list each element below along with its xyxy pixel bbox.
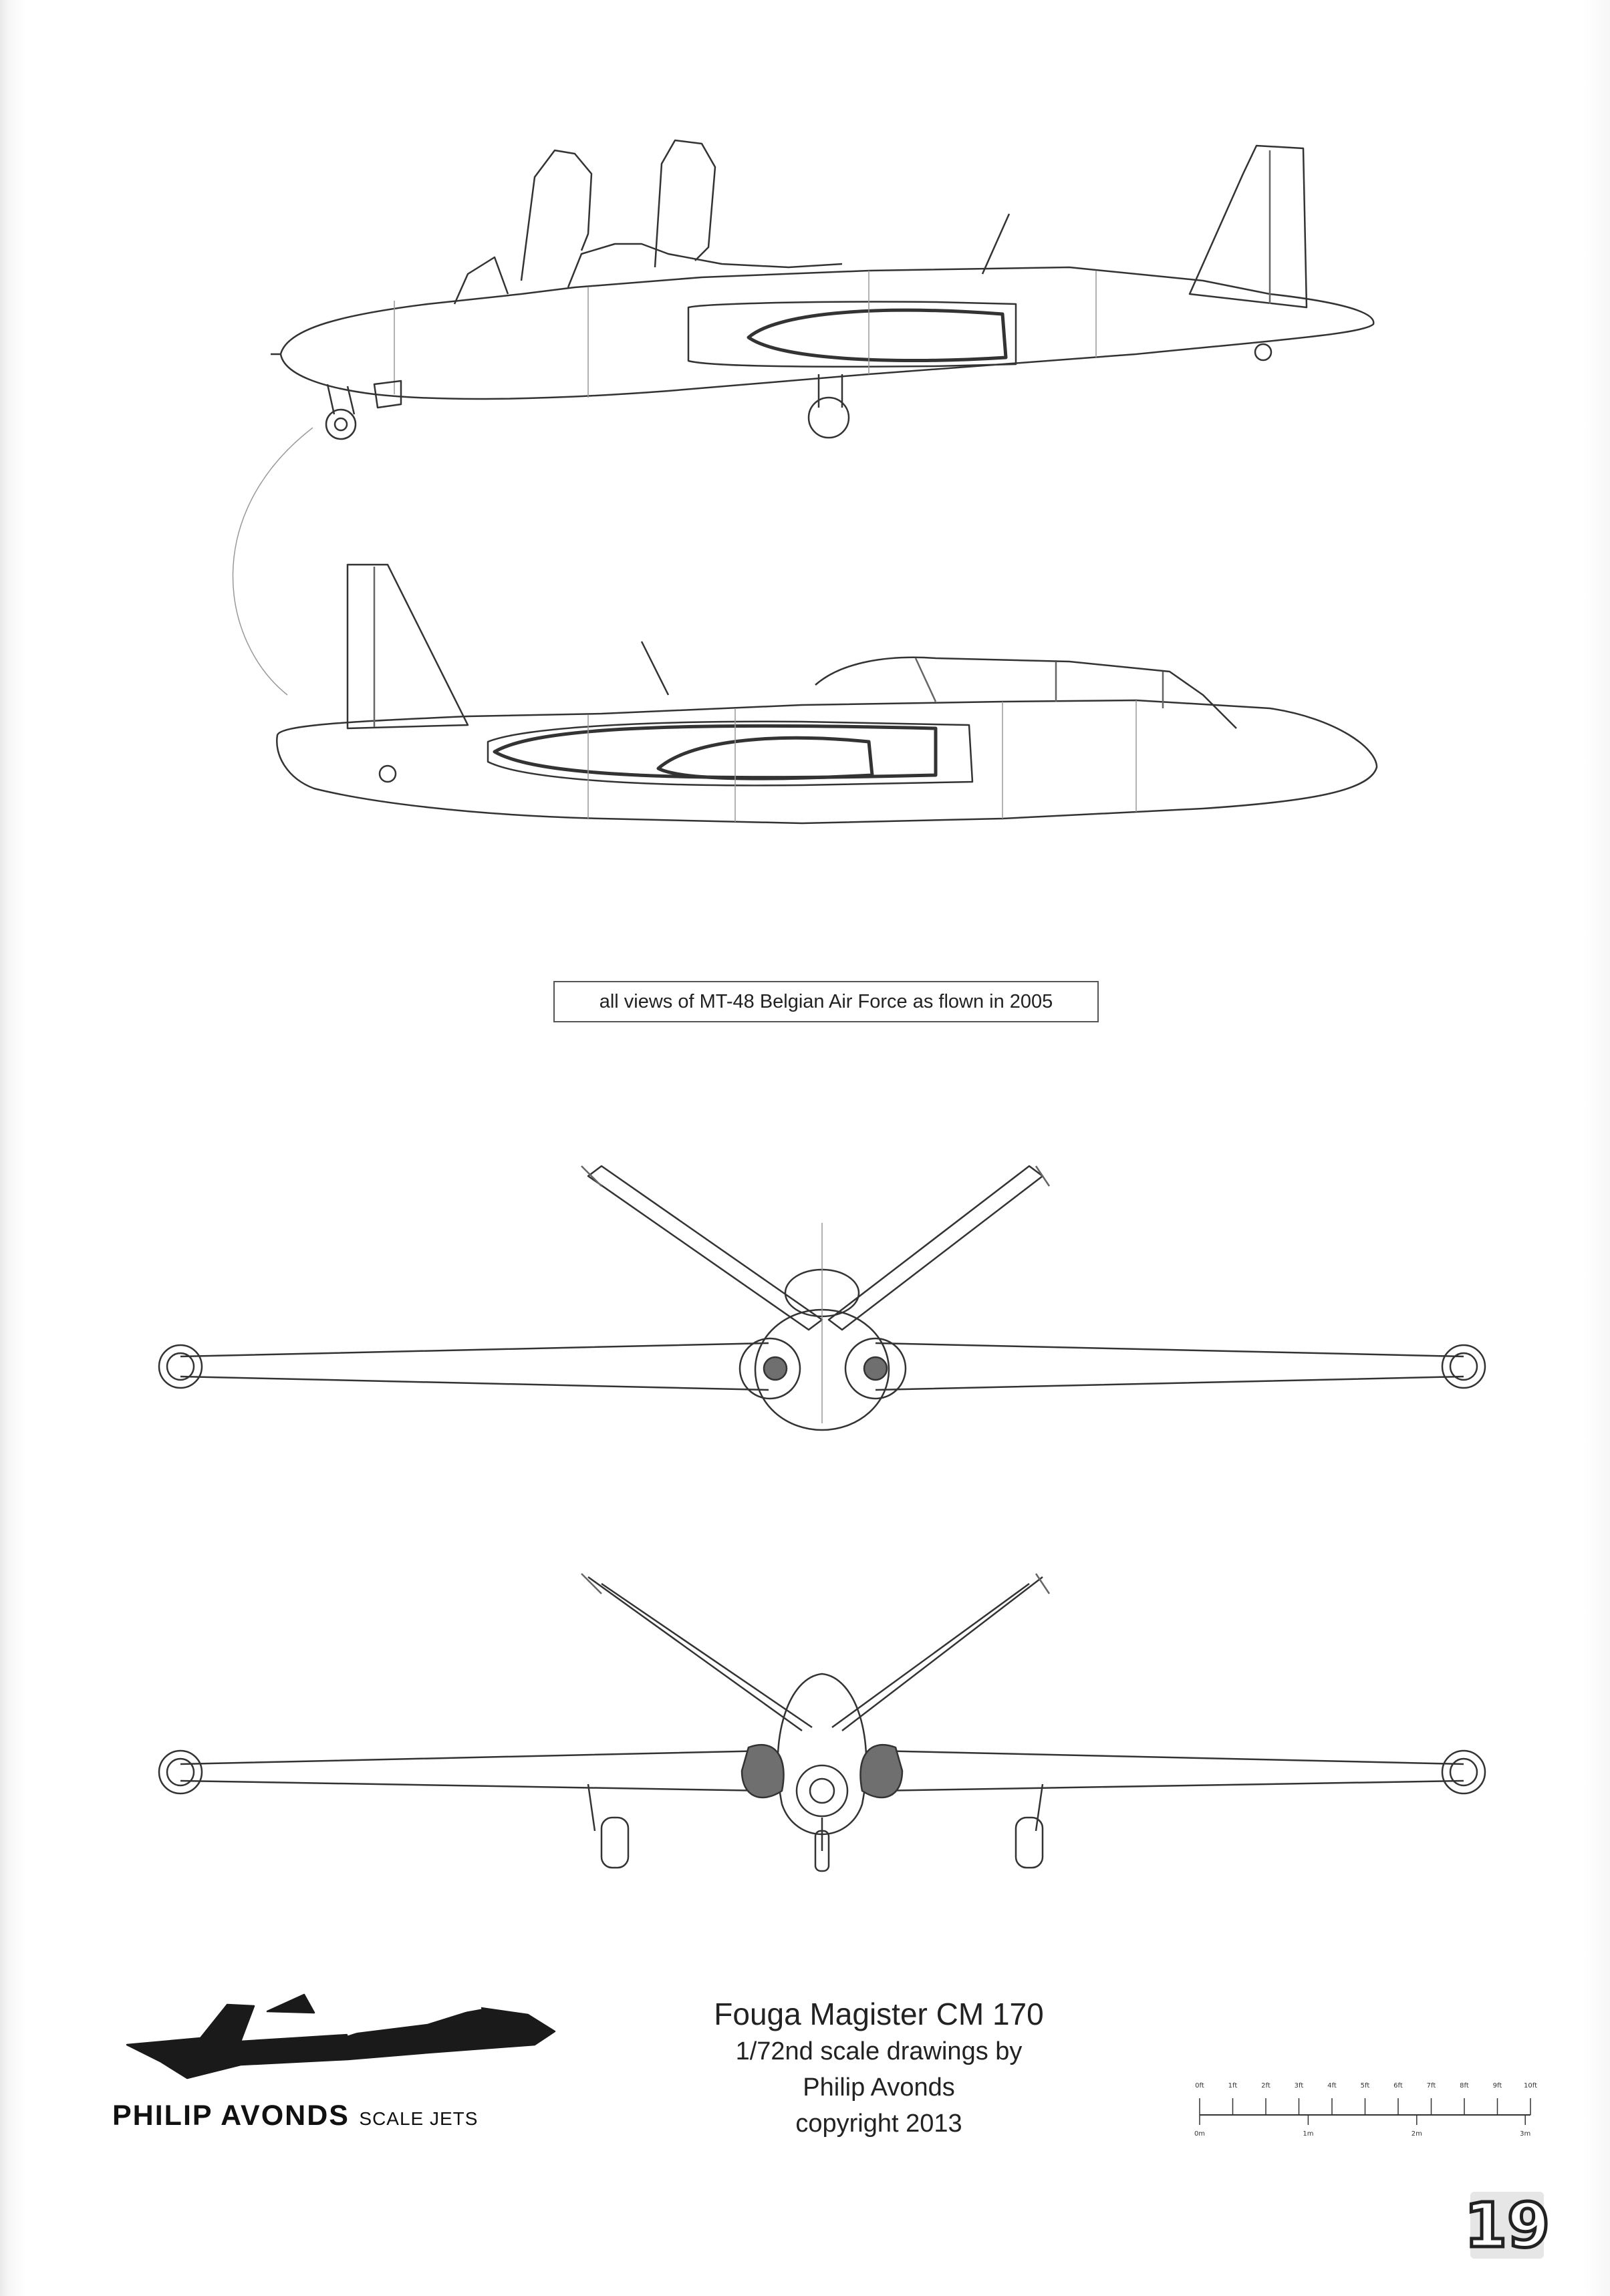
scale-meter-label: 3m (1520, 2130, 1531, 2138)
scale-feet-label: 10ft (1524, 2082, 1537, 2090)
brand-subtitle: SCALE JETS (359, 2108, 479, 2129)
scale-feet-label: 9ft (1492, 2082, 1502, 2090)
drawing-author: Philip Avonds (803, 2073, 955, 2102)
scale-meter-ticks (1194, 2115, 1530, 2138)
projection-arc (233, 428, 313, 695)
scale-feet-label: 8ft (1460, 2082, 1469, 2090)
scale-feet-label: 7ft (1426, 2082, 1436, 2090)
scale-feet-ticks (1195, 2082, 1537, 2115)
view-caption: all views of MT-48 Belgian Air Force as flown in 2005 (553, 981, 1099, 1022)
scale-feet-label: 2ft (1261, 2082, 1270, 2090)
brand-name: PHILIP AVONDS (112, 2100, 350, 2132)
drawing-title: Fouga Magister CM 170 (714, 1997, 1044, 2031)
scale-feet-label: 4ft (1327, 2082, 1337, 2090)
scale-meter-label: 2m (1411, 2130, 1422, 2138)
rear-view (159, 1574, 1485, 1871)
title-block (668, 1995, 1089, 2142)
scale-feet-label: 6ft (1393, 2082, 1403, 2090)
scale-meter-label: 1m (1303, 2130, 1314, 2138)
front-view (159, 1166, 1485, 1430)
scale-feet-label: 0ft (1195, 2082, 1204, 2090)
side-view-canopy-closed (277, 565, 1377, 823)
brand-wordmark (112, 2100, 478, 2132)
drawing-copyright: copyright 2013 (795, 2110, 962, 2138)
drawing-scale: 1/72nd scale drawings by (735, 2037, 1023, 2065)
scale-bar (1190, 2078, 1544, 2138)
side-view-canopy-open (271, 140, 1373, 439)
scale-meter-label: 0m (1194, 2130, 1206, 2138)
scale-feet-label: 1ft (1228, 2082, 1238, 2090)
page-number: 19 (1464, 2189, 1551, 2261)
brand-logo-aircraft (127, 1995, 555, 2078)
scale-feet-label: 3ft (1294, 2082, 1304, 2090)
scale-feet-label: 5ft (1360, 2082, 1370, 2090)
